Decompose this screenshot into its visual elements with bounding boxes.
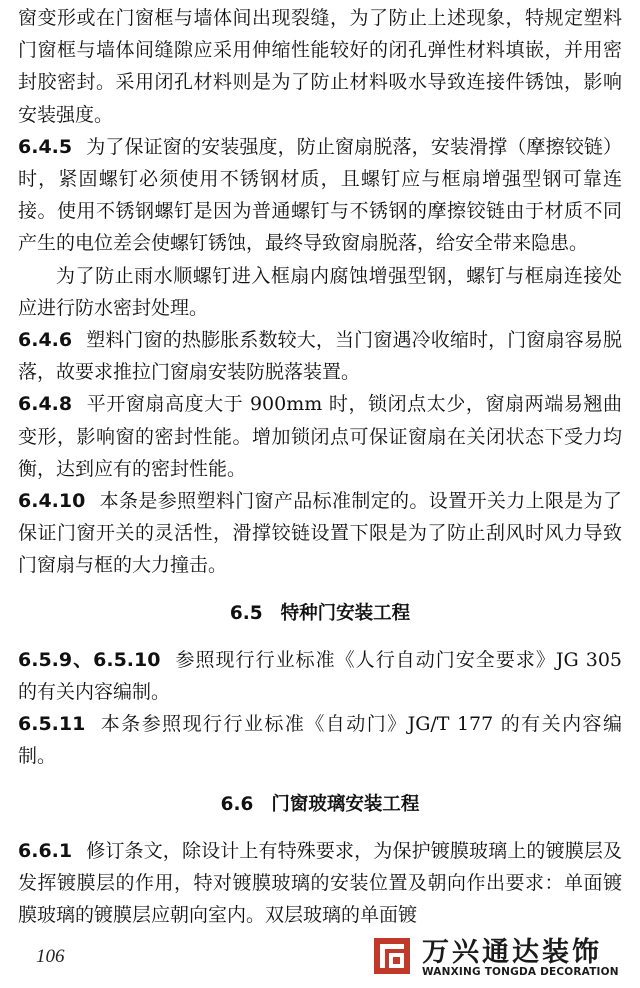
brand-name: 万兴通达装饰: [422, 937, 602, 968]
section-heading-6-5: [18, 598, 622, 630]
brand-watermark: [372, 930, 634, 984]
paragraph-indented: [18, 260, 622, 324]
clause-text: 塑料门窗的热膨胀系数较大，当门窗遇冷收缩时，门窗扇容易脱落，故要求推拉门窗扇安装防脱落装置。: [18, 329, 622, 384]
page-number: 106: [36, 946, 65, 967]
clause-number: 6.6.1: [18, 839, 73, 862]
section-number: 6.5: [229, 602, 263, 624]
paragraph-text: 为了防止雨水顺螺钉进入框扇内腐蚀增强型钢，螺钉与框扇连接处应进行防水密封处理。: [18, 264, 622, 319]
clause-6-4-8: [18, 388, 622, 485]
clause-number: 6.5.11: [18, 713, 86, 736]
clause-6-5-11: [18, 708, 622, 772]
clause-6-5-9-10: [18, 644, 622, 708]
clause-number: 6.4.6: [18, 329, 73, 352]
paragraph-text: 窗变形或在门窗框与墙体间出现裂缝，为了防止上述现象，特规定塑料门窗框与墙体间缝隙应采用伸缩性能较好的闭孔弹性材料填嵌，并用密封胶密封。采用闭孔材料则是为了防止材料吸水导致连接件锈蚀，影响安装强度。: [18, 7, 622, 126]
clause-text: 修订条文，除设计上有特殊要求，为保护镀膜玻璃上的镀膜层及发挥镀膜层的作用，特对镀膜玻璃的安装位置及朝向作出要求：单面镀膜玻璃的镀膜层应朝向室内。双层玻璃的单面镀: [18, 839, 622, 927]
brand-subtitle: WANXING TONGDA DECORATION: [422, 966, 619, 978]
clause-text: 本条是参照塑料门窗产品标准制定的。设置开关力上限是为了保证门窗开关的灵活性，滑撑铰链设置下限是为了防止刮风时风力导致门窗扇与框的大力撞击。: [18, 490, 622, 577]
brand-logo-icon: [372, 936, 412, 976]
clause-text: 本条参照现行行业标准《自动门》JG/T 177 的有关内容编制。: [18, 713, 622, 768]
clause-6-6-1: [18, 835, 622, 932]
clause-number: 6.5.9、6.5.10: [18, 648, 161, 671]
paragraph-continuation: [18, 2, 622, 131]
section-title: 门窗玻璃安装工程: [271, 793, 420, 815]
clause-number: 6.4.5: [18, 135, 73, 158]
clause-6-4-6: [18, 324, 622, 388]
section-heading-6-6: [18, 789, 622, 821]
document-page: [18, 2, 622, 931]
clause-number: 6.4.8: [18, 393, 73, 416]
section-number: 6.6: [220, 793, 254, 815]
clause-text: 参照现行行业标准《人行自动门安全要求》JG 305 的有关内容编制。: [18, 648, 622, 704]
clause-number: 6.4.10: [18, 490, 86, 513]
clause-text: 为了保证窗的安装强度，防止窗扇脱落，安装滑撑（摩擦铰链）时，紧固螺钉必须使用不锈钢材质，且螺钉应与框扇增强型钢可靠连接。使用不锈钢螺钉是因为普通螺钉与不锈钢的摩擦铰链由于材质不同产生的电位差会使螺钉锈蚀，最终导致窗扇脱落，给安全带来隐患。: [18, 135, 622, 255]
clause-6-4-10: [18, 485, 622, 582]
clause-text: 平开窗扇高度大于 900mm 时，锁闭点太少，窗扇两端易翘曲变形，影响窗的密封性能。增加锁闭点可保证窗扇在关闭状态下受力均衡，达到应有的密封性能。: [18, 393, 622, 480]
clause-6-4-5: [18, 131, 622, 260]
section-title: 特种门安装工程: [280, 602, 411, 624]
